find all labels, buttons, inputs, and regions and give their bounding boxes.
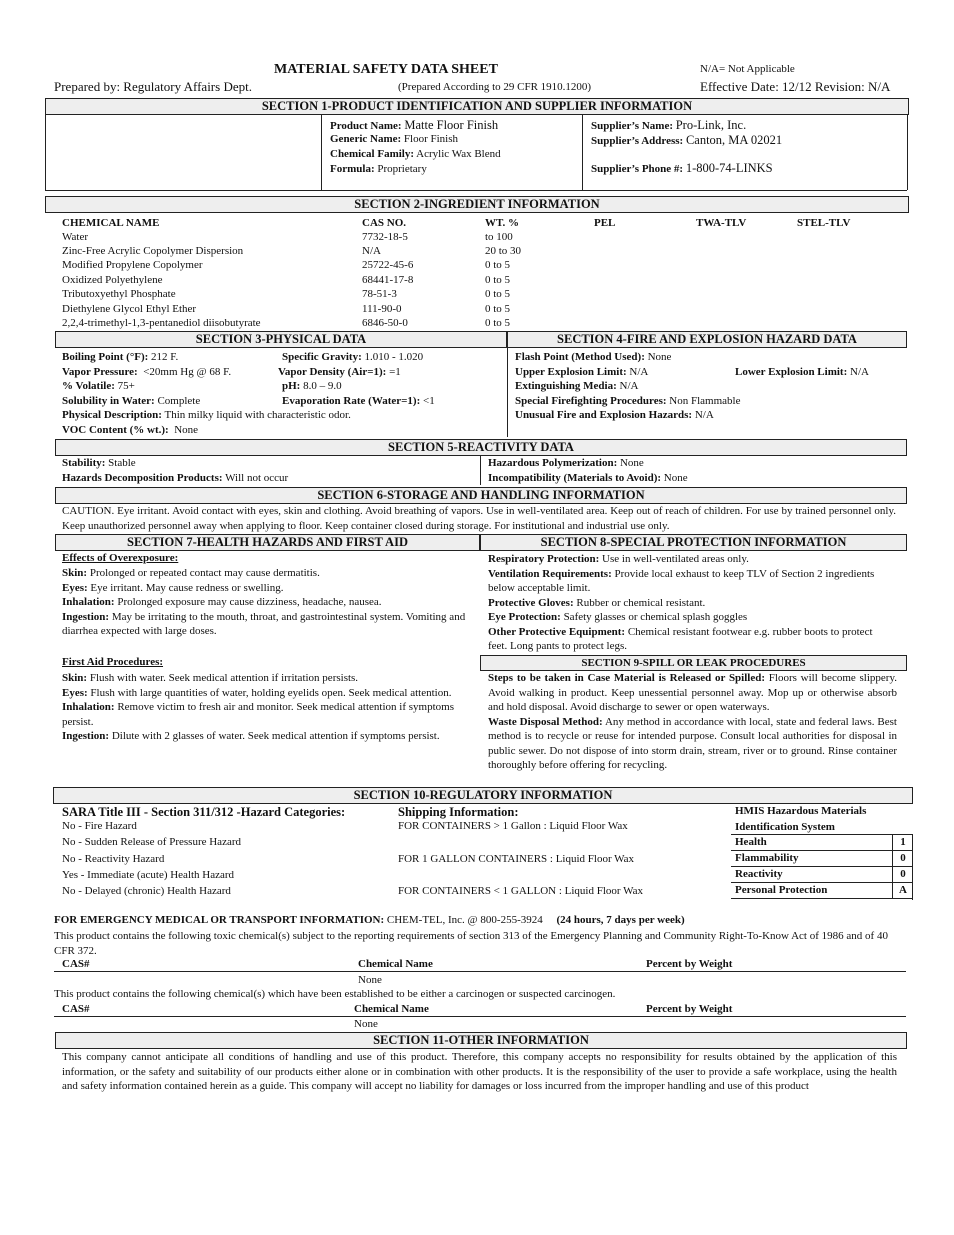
- carc-col-cas: CAS#: [62, 1003, 90, 1015]
- section-6-header: SECTION 6-STORAGE AND HANDLING INFORMATION: [55, 487, 907, 504]
- incompatibility: Incompatibility (Materials to Avoid): None: [488, 472, 688, 484]
- carc-col-chem: Chemical Name: [354, 1003, 429, 1015]
- carc-col-pct: Percent by Weight: [646, 1003, 733, 1015]
- supplier-address-row: Supplier’s Address: Canton, MA 02021: [591, 133, 783, 147]
- solubility: Solubility in Water: Complete: [62, 395, 201, 407]
- col-twa-tlv: TWA-TLV: [696, 217, 747, 229]
- hmis-row: Flammability 0: [731, 851, 913, 867]
- section-1-header: SECTION 1-PRODUCT IDENTIFICATION AND SUPPLIER INFORMATION: [45, 98, 909, 115]
- first-aid-text: Skin: Flush with water. Seek medical attention if irritation persists. Eyes: Flush with large quantities of water, holding eyelids open. Seek medical attention. Inhalation: Remove victim to fresh air and monitor. Seek medical attention if symptoms persist. Ingestion: Dilute with 2 glasses of water. Seek medical attention if symptoms persist.: [62, 672, 454, 742]
- shipping-line: FOR 1 GALLON CONTAINERS : Liquid Floor Wax: [398, 853, 635, 865]
- evaporation-rate: Evaporation Rate (Water=1): <1: [282, 395, 435, 407]
- s1-border-bottom: [45, 190, 907, 191]
- s1-border-left: [45, 114, 46, 190]
- carcinogen-text: This product contains the following chemical(s) which have been established to be either a carcinogen or suspected carcinogen.: [54, 988, 616, 1000]
- effective-date: Effective Date: 12/12 Revision: N/A: [700, 79, 891, 94]
- sara-heading: SARA Title III - Section 311/312 -Hazard Categories:: [62, 805, 346, 819]
- physical-description: Physical Description: Thin milky liquid with characteristic odor.: [62, 409, 351, 421]
- sara-item: Yes - Immediate (acute) Health Hazard: [62, 869, 235, 881]
- product-name-row: Product Name: Matte Floor Finish: [330, 118, 499, 132]
- vapor-density: Vapor Density (Air=1): =1: [278, 366, 401, 378]
- percent-volatile: % Volatile: 75+: [62, 380, 135, 392]
- stability: Stability: Stable: [62, 457, 136, 469]
- sara-item: No - Sudden Release of Pressure Hazard: [62, 836, 241, 848]
- carc-none: None: [354, 1018, 378, 1030]
- upper-explosion-limit: Upper Explosion Limit: N/A: [515, 366, 649, 378]
- section-5-header: SECTION 5-REACTIVITY DATA: [55, 439, 907, 456]
- emergency-info: FOR EMERGENCY MEDICAL OR TRANSPORT INFORMATION: CHEM-TEL, Inc. @ 800-255-3924 (24 hours, 7 days per week): [54, 914, 685, 926]
- toxic-table-rule: [54, 971, 906, 972]
- special-firefighting: Special Firefighting Procedures: Non Flammable: [515, 395, 741, 407]
- prepared-by: Prepared by: Regulatory Affairs Dept.: [54, 79, 252, 94]
- document-title: MATERIAL SAFETY DATA SHEET: [274, 62, 498, 77]
- toxic-col-chem: Chemical Name: [358, 958, 433, 970]
- shipping-line: FOR CONTAINERS > 1 Gallon : Liquid Floor Wax: [398, 820, 628, 832]
- hmis-row: Reactivity 0: [731, 867, 913, 883]
- prepared-according: (Prepared According to 29 CFR 1910.1200): [398, 81, 592, 93]
- s1-divider-2: [582, 114, 583, 190]
- section-4-header: SECTION 4-FIRE AND EXPLOSION HAZARD DATA: [507, 331, 907, 348]
- hazardous-polymerization: Hazardous Polymerization: None: [488, 457, 644, 469]
- sara-item: No - Fire Hazard: [62, 820, 137, 832]
- toxic-none: None: [358, 974, 382, 986]
- col-stel-tlv: STEL-TLV: [797, 217, 851, 229]
- spill-text: Steps to be taken in Case Material is Released or Spilled: Floors will become slippery. Avoid walking in product. Keep unessential personnel away. Mop up or otherwise absorb and hold disposal. Avoid discharge to sewer or open waterways. Waste Disposal Method: Any method in accordance with local, state and federal laws. Best method is to recycle or reuse for intended purpose. Consult local authorities for disposal in public sewer. Do not dispose of into storm drain, stream, river or to ground. Rinse container thoroughly before offering for recycling.: [488, 672, 898, 771]
- section-11-header: SECTION 11-OTHER INFORMATION: [55, 1032, 907, 1049]
- other-information-text: This company cannot anticipate all conditions of handling and use of this product. Therefore, this company accepts no responsibility for results obtained by the application of this information, or the safety and suitability of our products either alone or in combination with other products. It is the responsibility of the user to provide a safe workplace, using the health and safety information contained herein as a guide. This company will accept no liability for damages or loss incurred from the improper handling and use of this product: [62, 1051, 897, 1092]
- formula-row: Formula: Proprietary: [330, 163, 427, 175]
- unusual-fire-hazards: Unusual Fire and Explosion Hazards: N/A: [515, 409, 714, 421]
- extinguishing-media: Extinguishing Media: N/A: [515, 380, 639, 392]
- s3-s4-divider: [507, 347, 508, 437]
- hmis-row: Personal Protection A: [731, 883, 913, 899]
- flash-point: Flash Point (Method Used): None: [515, 351, 672, 363]
- shipping-line: FOR CONTAINERS < 1 GALLON : Liquid Floor Wax: [398, 885, 644, 897]
- hmis-row: Health 1: [731, 835, 913, 851]
- hmis-subtitle: Identification System: [735, 821, 835, 833]
- toxic-col-pct: Percent by Weight: [646, 958, 733, 970]
- supplier-phone-row: Supplier’s Phone #: 1-800-74-LINKS: [591, 161, 773, 175]
- toxic-col-cas: CAS#: [62, 958, 90, 970]
- protection-text: Respiratory Protection: Use in well-ventilated areas only. Ventilation Requirements: Provide local exhaust to keep TLV of Section 2 ingredients below acceptable limit. Protective Gloves: Rubber or chemical resistant. Eye Protection: Safety glasses or chemical splash goggles Other Protective Equipment: Chemical resistant footwear e.g. rubber boots to protect feet. Long pants to protect legs.: [488, 553, 875, 652]
- section-8-header: SECTION 8-SPECIAL PROTECTION INFORMATION: [480, 534, 907, 551]
- toxic-chemicals-text: This product contains the following toxic chemical(s) subject to the reporting requirements of section 313 of the Emergency Planning and Community Right-To-Know Act of 1986 and of 40 CFR 372.: [54, 930, 888, 957]
- section-7-header: SECTION 7-HEALTH HAZARDS AND FIRST AID: [55, 534, 480, 551]
- hmis-title: HMIS Hazardous Materials: [735, 805, 867, 817]
- section-3-header: SECTION 3-PHYSICAL DATA: [55, 331, 507, 348]
- section-9-header: SECTION 9-SPILL OR LEAK PROCEDURES: [480, 655, 907, 671]
- s5-divider: [480, 455, 481, 485]
- chemical-family-row: Chemical Family: Acrylic Wax Blend: [330, 148, 501, 160]
- col-wt-pct: WT. %: [485, 217, 520, 229]
- lower-explosion-limit: Lower Explosion Limit: N/A: [735, 366, 869, 378]
- col-cas-no: CAS NO.: [362, 217, 407, 229]
- s1-divider-1: [321, 114, 322, 190]
- sara-item: No - Reactivity Hazard: [62, 853, 165, 865]
- na-note: N/A= Not Applicable: [700, 63, 795, 75]
- vapor-pressure: Vapor Pressure: <20mm Hg @ 68 F.: [62, 366, 232, 378]
- voc-content: VOC Content (% wt.): None: [62, 424, 199, 436]
- supplier-name-row: Supplier’s Name: Pro-Link, Inc.: [591, 118, 747, 132]
- storage-text: CAUTION. Eye irritant. Avoid contact with eyes, skin and clothing. Avoid breathing of vapors. Use in well-ventilated area. Keep out of reach of children. For use by trained personnel only. Keep unauthorized personnel away when applying to floor. Keep container closed during storage. For institutional and industrial use only.: [62, 505, 896, 532]
- s1-border-right: [907, 114, 908, 190]
- carc-table-rule: [54, 1016, 906, 1017]
- effects-text: Skin: Prolonged or repeated contact may cause dermatitis. Eyes: Eye irritant. May cause redness or swelling. Inhalation: Prolonged exposure may cause dizziness, headache, nausea. Ingestion: May be irritating to the mouth, throat, and gastrointestinal system. Vomiting and diarrhea expected with large doses.: [62, 567, 466, 637]
- effects-heading: Effects of Overexposure:: [62, 552, 179, 564]
- ph: pH: 8.0 – 9.0: [282, 380, 342, 392]
- col-chemical-name: CHEMICAL NAME: [62, 217, 160, 229]
- shipping-heading: Shipping Information:: [398, 805, 519, 819]
- generic-name-row: Generic Name: Floor Finish: [330, 133, 459, 145]
- section-10-header: SECTION 10-REGULATORY INFORMATION: [53, 787, 913, 804]
- boiling-point: Boiling Point (°F): 212 F.: [62, 351, 179, 363]
- first-aid-heading: First Aid Procedures:: [62, 656, 164, 668]
- sara-item: No - Delayed (chronic) Health Hazard: [62, 885, 231, 897]
- col-pel: PEL: [594, 217, 616, 229]
- specific-gravity: Specific Gravity: 1.010 - 1.020: [282, 351, 424, 363]
- section-2-header: SECTION 2-INGREDIENT INFORMATION: [45, 196, 909, 213]
- hazard-decomposition: Hazards Decomposition Products: Will not occur: [62, 472, 289, 484]
